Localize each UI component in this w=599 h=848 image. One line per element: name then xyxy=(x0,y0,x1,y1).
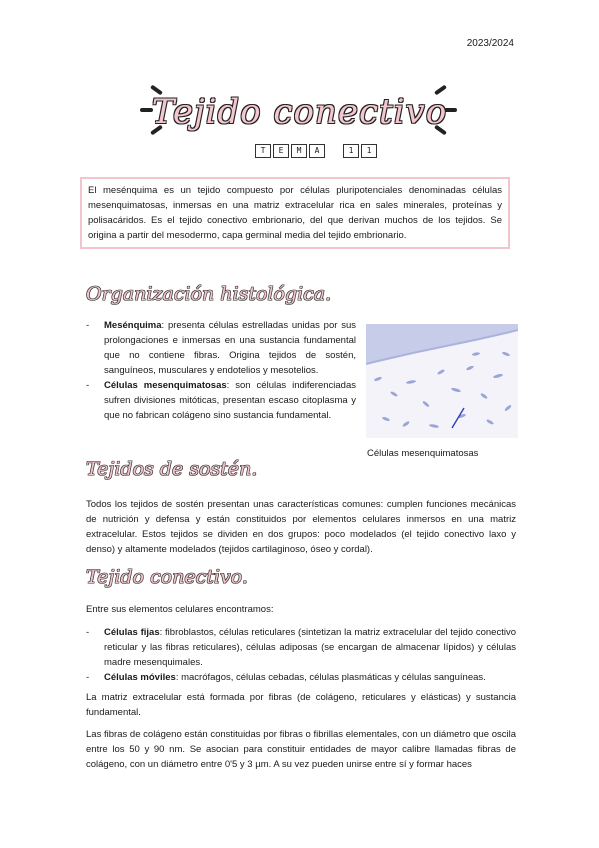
tema-letter: M xyxy=(291,144,307,158)
sosten-paragraph: Todos los tejidos de sostén presentan unas características comunes: cumplen funciones mecánicas de nutrición y defensa y están constituidos por elementos celulares inmersos en una matriz extracelular. Estos tejidos se dividen en dos grupos: poco modelados (el tejido conectivo laxo y denso) y altamente modelados (tejidos cartilaginoso, óseo y cordal). xyxy=(86,499,516,555)
tema-number: 1 xyxy=(361,144,377,158)
school-year: 2023/2024 xyxy=(466,38,514,49)
tema-number: 1 xyxy=(343,144,359,158)
tema-letter: A xyxy=(309,144,325,158)
colageno-paragraph: Las fibras de colágeno están constituidas por fibras o fibrillas elementales, con un diámetro que oscila entre los 50 y 90 nm. Se asocian para constituir entidades de mayor calibre llamadas fibras de colágeno, con un diámetro entre 0'5 y 3 µm. A su vez pueden unirse entre sí y formar haces xyxy=(86,729,516,770)
list-text: : macrófagos, células cebadas, células plasmáticas y células sanguíneas. xyxy=(175,672,486,683)
list-term: Mesénquima xyxy=(104,320,162,331)
list-text: : presenta células estrelladas unidas por sus prolongaciones e inmersas en una sustancia fundamental que no contiene fibras. Origina tejidos de sostén, sanguíneos, musculares y endotelios y mesotelios. xyxy=(104,320,356,376)
section-title-sosten: Tejidos de sostén. xyxy=(86,458,258,480)
micrograph-svg xyxy=(366,324,518,438)
section-title-conectivo: Tejido conectivo. xyxy=(86,566,248,588)
section3-list xyxy=(86,625,516,685)
title-block xyxy=(0,92,599,132)
list-item xyxy=(86,625,516,670)
matriz-paragraph: La matriz extracelular está formada por fibras (de colágeno, reticulares y elásticas) y sustancia fundamental. xyxy=(86,692,516,718)
list-term: Células mesenquimatosas xyxy=(104,380,227,391)
section1-list xyxy=(86,318,356,423)
tema-letter: E xyxy=(273,144,289,158)
list-item xyxy=(86,670,516,685)
list-item xyxy=(86,318,356,378)
tema-gap xyxy=(327,144,341,158)
micrograph-image xyxy=(366,324,518,438)
image-caption: Células mesenquimatosas xyxy=(367,448,479,459)
list-item xyxy=(86,378,356,423)
list-text: : son células indiferenciadas sufren divisiones mitóticas, presentan escaso citoplasma y que no fabrican colágeno sino sustancia fundamental. xyxy=(104,380,356,421)
section-title-organizacion: Organización histológica. xyxy=(86,283,332,305)
list-text: : fibroblastos, células reticulares (sintetizan la matriz extracelular del tejido conectivo reticular y las fibras reticulares), células adiposas (se encargan de almacenar lípidos) y células madre mesenquimales. xyxy=(104,627,516,668)
list-term: Células fijas xyxy=(104,627,160,638)
tema-label xyxy=(255,144,377,158)
intro-box: El mesénquima es un tejido compuesto por células pluripotenciales denominadas células mesenquimatosas, inmersas en una matriz extracelular rica en sales minerales, proteínas y polisacáridos. Es el tejido conectivo embrionario, del que derivan muchos de los tejidos. Se origina a partir del mesodermo, capa germinal media del tejido embrionario. xyxy=(80,177,510,249)
list-term: Células móviles xyxy=(104,672,176,683)
page-title: Tejido conectivo xyxy=(151,92,448,132)
conectivo-intro: Entre sus elementos celulares encontramos: xyxy=(86,604,274,615)
tema-letter: T xyxy=(255,144,271,158)
